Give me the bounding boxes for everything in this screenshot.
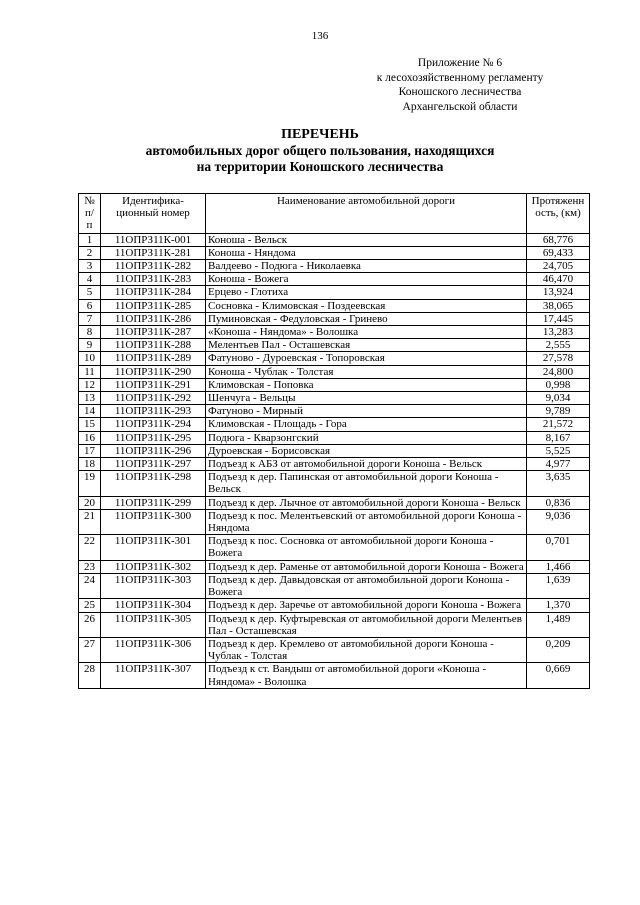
cell-length: 0,209 [527, 637, 590, 662]
roads-table [78, 193, 590, 689]
title-line: на территории Коношского лесничества [196, 159, 444, 174]
cell-road-name: Коноша - Вожега [206, 273, 527, 286]
cell-id: 11ОПРЗ11К-305 [101, 612, 206, 637]
cell-num: 1 [79, 233, 101, 246]
table-row [79, 326, 590, 339]
table-row [79, 444, 590, 457]
cell-num: 21 [79, 509, 101, 534]
page-number: 136 [311, 30, 329, 42]
cell-road-name: Коноша - Няндома [206, 246, 527, 259]
cell-num: 18 [79, 458, 101, 471]
cell-id: 11ОПРЗ11К-293 [101, 405, 206, 418]
cell-length: 9,036 [527, 509, 590, 534]
cell-length: 38,065 [527, 299, 590, 312]
table-row [79, 312, 590, 325]
table-row [79, 418, 590, 431]
cell-road-name: Подъезд к пос. Мелентьевский от автомобильной дороги Коноша - Няндома [206, 509, 527, 534]
cell-length: 13,924 [527, 286, 590, 299]
table-row [79, 352, 590, 365]
cell-num: 25 [79, 599, 101, 612]
cell-road-name: Валдеево - Подюга - Николаевка [206, 260, 527, 273]
title-line: автомобильных дорог общего пользования, находящихся [145, 143, 495, 158]
cell-id: 11ОПРЗ11К-291 [101, 378, 206, 391]
cell-road-name: «Коноша - Няндома» - Волошка [206, 326, 527, 339]
cell-length: 9,789 [527, 405, 590, 418]
table-row [79, 246, 590, 259]
cell-id: 11ОПРЗ11К-294 [101, 418, 206, 431]
cell-road-name: Подъезд к ст. Вандыш от автомобильной дороги «Коноша - Няндома» - Волошка [206, 663, 527, 688]
cell-num: 17 [79, 444, 101, 457]
table-row [79, 286, 590, 299]
cell-id: 11ОПРЗ11К-283 [101, 273, 206, 286]
table-row [79, 663, 590, 688]
cell-id: 11ОПРЗ11К-297 [101, 458, 206, 471]
cell-length: 69,433 [527, 246, 590, 259]
table-row [79, 260, 590, 273]
header-num: № п/ п [79, 194, 101, 234]
table-row [79, 405, 590, 418]
cell-length: 0,998 [527, 378, 590, 391]
table-header-row [79, 194, 590, 234]
appendix-block [330, 56, 590, 114]
cell-length: 13,283 [527, 326, 590, 339]
cell-num: 16 [79, 431, 101, 444]
cell-id: 11ОПРЗ11К-304 [101, 599, 206, 612]
cell-id: 11ОПРЗ11К-281 [101, 246, 206, 259]
cell-road-name: Фатуново - Мирный [206, 405, 527, 418]
cell-road-name: Сосновка - Климовская - Поздеевская [206, 299, 527, 312]
cell-num: 28 [79, 663, 101, 688]
cell-road-name: Подъезд к дер. Куфтыревская от автомобильной дороги Мелентьев Пал - Осташевская [206, 612, 527, 637]
cell-num: 12 [79, 378, 101, 391]
cell-length: 0,669 [527, 663, 590, 688]
table-row [79, 496, 590, 509]
cell-num: 7 [79, 312, 101, 325]
table-row [79, 273, 590, 286]
table-row [79, 573, 590, 598]
cell-road-name: Коноша - Чублак - Толстая [206, 365, 527, 378]
cell-length: 68,776 [527, 233, 590, 246]
cell-length: 1,639 [527, 573, 590, 598]
document-title [0, 126, 640, 175]
table-row [79, 378, 590, 391]
cell-id: 11ОПРЗ11К-295 [101, 431, 206, 444]
cell-length: 8,167 [527, 431, 590, 444]
table-row [79, 339, 590, 352]
table-row [79, 233, 590, 246]
cell-length: 24,705 [527, 260, 590, 273]
cell-length: 17,445 [527, 312, 590, 325]
cell-length: 21,572 [527, 418, 590, 431]
cell-road-name: Подюга - Кварзонгский [206, 431, 527, 444]
cell-num: 3 [79, 260, 101, 273]
table-row [79, 458, 590, 471]
cell-length: 5,525 [527, 444, 590, 457]
cell-road-name: Подъезд к дер. Давыдовская от автомобильной дороги Коноша - Вожега [206, 573, 527, 598]
cell-num: 13 [79, 392, 101, 405]
table-row [79, 365, 590, 378]
cell-id: 11ОПРЗ11К-287 [101, 326, 206, 339]
cell-road-name: Мелентьев Пал - Осташевская [206, 339, 527, 352]
cell-num: 26 [79, 612, 101, 637]
cell-length: 0,701 [527, 535, 590, 560]
cell-id: 11ОПРЗ11К-289 [101, 352, 206, 365]
cell-id: 11ОПРЗ11К-292 [101, 392, 206, 405]
cell-road-name: Шенчуга - Вельцы [206, 392, 527, 405]
cell-num: 22 [79, 535, 101, 560]
cell-road-name: Подъезд к дер. Кремлево от автомобильной дороги Коноша - Чублак - Толстая [206, 637, 527, 662]
cell-num: 27 [79, 637, 101, 662]
table-row [79, 599, 590, 612]
table-row [79, 560, 590, 573]
cell-length: 9,034 [527, 392, 590, 405]
cell-road-name: Климовская - Площадь - Гора [206, 418, 527, 431]
cell-road-name: Пуминовская - Федуловская - Гринево [206, 312, 527, 325]
cell-length: 2,555 [527, 339, 590, 352]
cell-num: 24 [79, 573, 101, 598]
cell-num: 14 [79, 405, 101, 418]
cell-num: 15 [79, 418, 101, 431]
cell-road-name: Подъезд к дер. Лычное от автомобильной дороги Коноша - Вельск [206, 496, 527, 509]
cell-id: 11ОПРЗ11К-286 [101, 312, 206, 325]
cell-num: 8 [79, 326, 101, 339]
title-main: ПЕРЕЧЕНЬ [281, 127, 359, 142]
cell-id: 11ОПРЗ11К-290 [101, 365, 206, 378]
appendix-line: Коношского лесничества [398, 86, 522, 98]
cell-id: 11ОПРЗ11К-303 [101, 573, 206, 598]
cell-length: 1,466 [527, 560, 590, 573]
cell-length: 1,489 [527, 612, 590, 637]
cell-length: 0,836 [527, 496, 590, 509]
cell-id: 11ОПРЗ11К-298 [101, 471, 206, 496]
cell-id: 11ОПРЗ11К-282 [101, 260, 206, 273]
cell-num: 6 [79, 299, 101, 312]
cell-road-name: Ерцево - Глотиха [206, 286, 527, 299]
cell-length: 3,635 [527, 471, 590, 496]
table-row [79, 612, 590, 637]
cell-length: 1,370 [527, 599, 590, 612]
cell-num: 2 [79, 246, 101, 259]
cell-id: 11ОПРЗ11К-300 [101, 509, 206, 534]
cell-length: 27,578 [527, 352, 590, 365]
cell-id: 11ОПРЗ11К-307 [101, 663, 206, 688]
cell-id: 11ОПРЗ11К-288 [101, 339, 206, 352]
table-row [79, 431, 590, 444]
cell-road-name: Подъезд к АБЗ от автомобильной дороги Коноша - Вельск [206, 458, 527, 471]
table-row [79, 299, 590, 312]
cell-num: 9 [79, 339, 101, 352]
table-row [79, 471, 590, 496]
cell-road-name: Дуроевская - Борисовская [206, 444, 527, 457]
cell-id: 11ОПРЗ11К-284 [101, 286, 206, 299]
cell-num: 19 [79, 471, 101, 496]
table-row [79, 637, 590, 662]
cell-num: 5 [79, 286, 101, 299]
table-row [79, 509, 590, 534]
header-name: Наименование автомобильной дороги [206, 194, 527, 234]
cell-length: 24,800 [527, 365, 590, 378]
cell-num: 10 [79, 352, 101, 365]
cell-id: 11ОПРЗ11К-306 [101, 637, 206, 662]
cell-id: 11ОПРЗ11К-299 [101, 496, 206, 509]
cell-road-name: Климовская - Поповка [206, 378, 527, 391]
table-row [79, 392, 590, 405]
table-row [79, 535, 590, 560]
cell-length: 4,977 [527, 458, 590, 471]
cell-road-name: Подъезд к дер. Раменье от автомобильной дороги Коноша - Вожега [206, 560, 527, 573]
cell-num: 23 [79, 560, 101, 573]
table-body [79, 233, 590, 688]
cell-id: 11ОПРЗ11К-285 [101, 299, 206, 312]
cell-road-name: Подъезд к дер. Папинская от автомобильной дороги Коноша - Вельск [206, 471, 527, 496]
header-length: Протяженн ость, (км) [527, 194, 590, 234]
cell-length: 46,470 [527, 273, 590, 286]
appendix-line: Архангельской области [402, 100, 518, 113]
appendix-line: Приложение № 6 [417, 57, 503, 69]
cell-road-name: Фатуново - Дуроевская - Топоровская [206, 352, 527, 365]
cell-num: 4 [79, 273, 101, 286]
cell-id: 11ОПРЗ11К-296 [101, 444, 206, 457]
cell-id: 11ОПРЗ11К-302 [101, 560, 206, 573]
cell-id: 11ОПРЗ11К-001 [101, 233, 206, 246]
appendix-line: к лесохозяйственному регламенту [376, 71, 544, 84]
cell-road-name: Подъезд к дер. Заречье от автомобильной дороги Коноша - Вожега [206, 599, 527, 612]
cell-num: 11 [79, 365, 101, 378]
cell-num: 20 [79, 496, 101, 509]
header-id: Идентифика- ционный номер [101, 194, 206, 234]
cell-road-name: Коноша - Вельск [206, 233, 527, 246]
cell-road-name: Подъезд к пос. Сосновка от автомобильной дороги Коноша - Вожега [206, 535, 527, 560]
cell-id: 11ОПРЗ11К-301 [101, 535, 206, 560]
